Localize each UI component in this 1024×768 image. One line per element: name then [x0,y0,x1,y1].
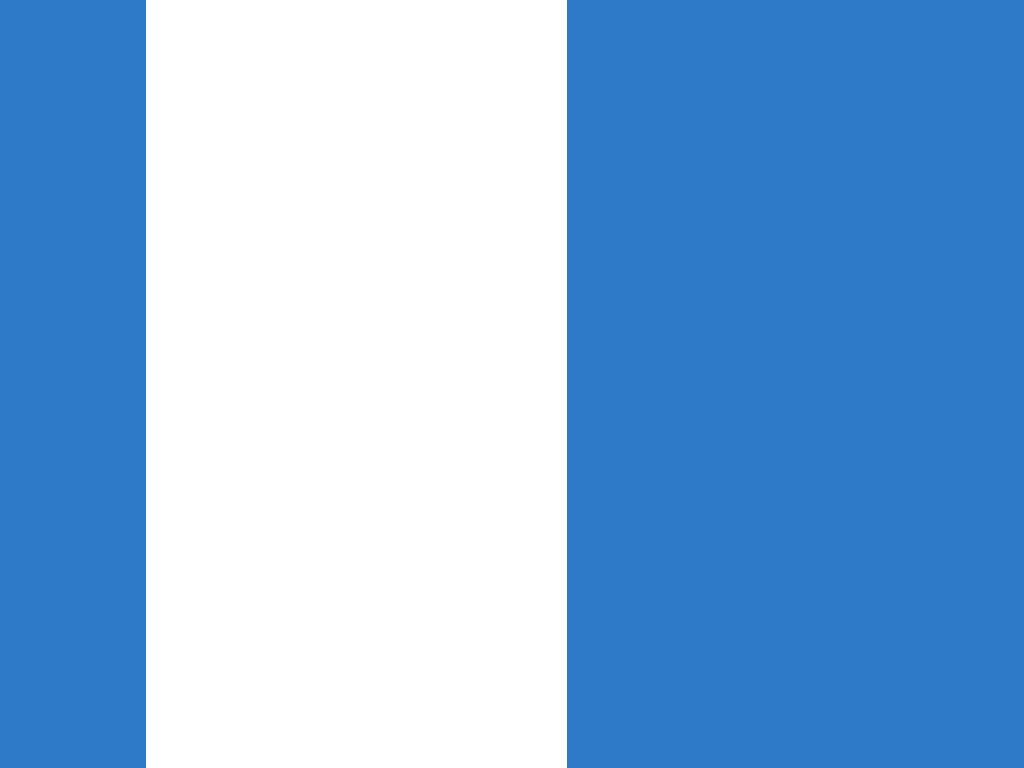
phylogenetic-tree [146,0,567,768]
tree-figure-panel [146,0,567,768]
